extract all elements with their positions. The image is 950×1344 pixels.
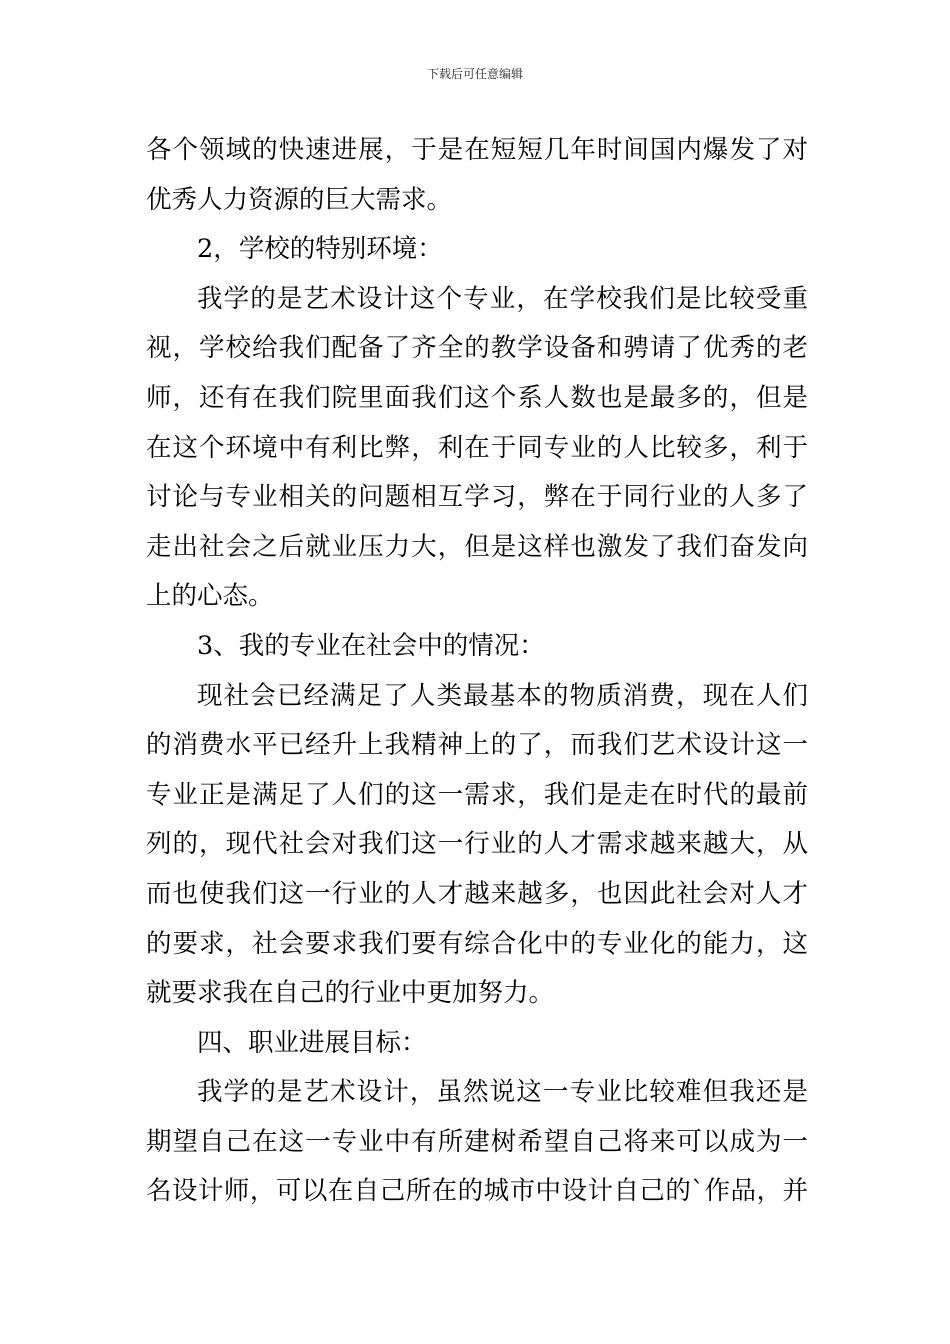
page-header-note: 下载后可任意编辑 — [426, 67, 523, 81]
text-line: 而也使我们这一行业的人才越来越多，也因此社会对人才 — [146, 878, 808, 909]
text-line: 优秀人力资源的巨大需求。 — [146, 184, 453, 215]
text-line: 在这个环境中有利比弊，利在于同专业的人比较多，利于 — [146, 432, 808, 463]
section-heading: 2，学校的特别环境： — [197, 234, 443, 265]
section-heading: 3、我的专业在社会中的情况： — [197, 630, 545, 661]
text-line: 各个领域的快速进展，于是在短短几年时间国内爆发了对 — [146, 135, 808, 165]
text-line: 列的，现代社会对我们这一行业的人才需求越来越大，从 — [146, 829, 808, 860]
paragraph-first-line: 现社会已经满足了人类最基本的物质消费，现在人们 — [197, 680, 808, 711]
text-line: 期望自己在这一专业中有所建树希望自己将来可以成为一 — [146, 1126, 808, 1157]
text-line: 走出社会之后就业压力大，但是这样也激发了我们奋发向 — [146, 531, 808, 562]
text-line: 专业正是满足了人们的这一需求，我们是走在时代的最前 — [146, 779, 808, 810]
paragraph-first-line: 我学的是艺术设计这个专业，在学校我们是比较受重 — [197, 283, 808, 314]
text-line: 上的心态。 — [146, 581, 274, 612]
text-line: 的要求，社会要求我们要有综合化中的专业化的能力，这 — [146, 928, 808, 959]
text-line: 讨论与专业相关的问题相互学习，弊在于同行业的人多了 — [146, 482, 808, 513]
text-line: 视，学校给我们配备了齐全的教学设备和骋请了优秀的老 — [146, 333, 808, 364]
section-heading: 四、职业进展目标： — [197, 1027, 427, 1058]
document-body — [146, 126, 808, 1217]
text-line: 师，还有在我们院里面我们这个系人数也是最多的，但是 — [146, 382, 808, 413]
text-line: 的消费水平已经升上我精神上的了，而我们艺术设计这一 — [146, 730, 808, 761]
text-line: 名设计师，可以在自己所在的城市中设计自己的`作品，并 — [146, 1176, 808, 1207]
text-line: 就要求我在自己的行业中更加努力。 — [146, 978, 555, 1009]
paragraph-first-line: 我学的是艺术设计，虽然说这一专业比较难但我还是 — [197, 1077, 808, 1108]
